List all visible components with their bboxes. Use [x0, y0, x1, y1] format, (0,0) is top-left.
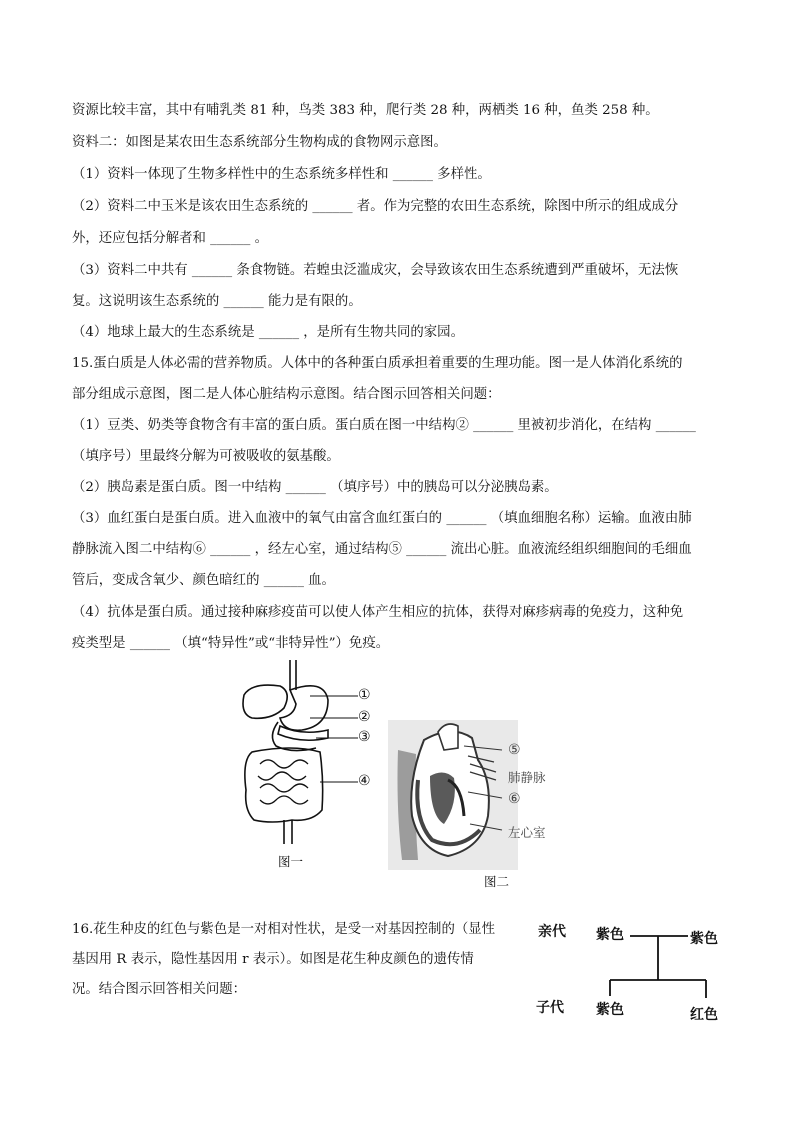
text-line: （4）地球上最大的生态系统是 ______ ，是所有生物共同的家园。	[72, 325, 464, 340]
heart-structure-figure	[388, 720, 518, 870]
text-line: 部分组成示意图，图二是人体心脏结构示意图。结合图示回答相关问题：	[72, 387, 501, 402]
figure1-label-4: ④	[358, 773, 371, 789]
text-line: 资源比较丰富，其中有哺乳类 81 种，鸟类 383 种，爬行类 28 种，两栖类 16 种，鱼类 258 种。	[72, 103, 659, 118]
figure2-label-left-ventricle: 左心室	[508, 825, 546, 840]
text-line: 疫类型是 ______ （填“特异性”或“非特异性”）免疫。	[72, 636, 390, 651]
question-15-stem: 15.蛋白质是人体必需的营养物质。人体中的各种蛋白质承担着重要的生理功能。图一是人体消化系统的	[72, 356, 683, 371]
text-line: 管后，变成含氧少、颜色暗红的 ______ 血。	[72, 573, 335, 588]
figure1-caption: 图一	[278, 854, 304, 869]
text-line: （1）资料一体现了生物多样性中的生态系统多样性和 ______ 多样性。	[72, 167, 491, 182]
figure2-label-pulmonary-vein: 肺静脉	[508, 770, 546, 785]
text-line: （2）资料二中玉米是该农田生态系统的 ______ 者。作为完整的农田生态系统，除图中所示的组成成分	[72, 199, 679, 214]
pedigree-parent-1: 紫色	[596, 927, 624, 943]
text-line: 外，还应包括分解者和 ______ 。	[72, 231, 268, 246]
text-line: 资料二：如图是某农田生态系统部分生物构成的食物网示意图。	[72, 135, 447, 150]
pedigree-child-label: 子代	[536, 1000, 564, 1016]
pedigree-parent-2: 紫色	[690, 931, 718, 947]
text-line: （3）资料二中共有 ______ 条食物链。若蝗虫泛滥成灾，会导致该农田生态系统遭到严重破坏，无法恢	[72, 263, 679, 278]
figure1-label-3: ③	[358, 729, 371, 745]
pedigree-child-2: 红色	[690, 1007, 718, 1023]
pedigree-child-1: 紫色	[596, 1002, 624, 1018]
text-line: （1）豆类、奶类等食物含有丰富的蛋白质。蛋白质在图一中结构② ______ 里被初步消化，在结构 ______	[72, 418, 696, 433]
text-line: 基因用 R 表示，隐性基因用 r 表示）。如图是花生种皮颜色的遗传情	[72, 952, 474, 967]
text-line: 复。这说明该生态系统的 ______ 能力是有限的。	[72, 294, 362, 309]
figure2-label-5: ⑤	[508, 742, 521, 758]
figure2-caption: 图二	[484, 874, 510, 889]
question-16-stem: 16.花生种皮的红色与紫色是一对相对性状，是受一对基因控制的（显性	[72, 922, 496, 937]
text-line: 况。结合图示回答相关问题：	[72, 982, 247, 997]
text-line: （3）血红蛋白是蛋白质。进入血液中的氧气由富含血红蛋白的 ______ （填血细胞名称）运输。血液由肺	[72, 511, 692, 526]
text-line: （填序号）里最终分解为可被吸收的氨基酸。	[72, 449, 340, 464]
figure1-label-2: ②	[358, 709, 371, 725]
text-line: （4）抗体是蛋白质。通过接种麻疹疫苗可以使人体产生相应的抗体，获得对麻疹病毒的免疫力，这种免	[72, 605, 684, 620]
text-line: （2）胰岛素是蛋白质。图一中结构 ______ （填序号）中的胰岛可以分泌胰岛素。	[72, 480, 558, 495]
pedigree-parent-label: 亲代	[538, 924, 566, 940]
figure2-label-6: ⑥	[508, 791, 521, 807]
figure1-label-1: ①	[358, 687, 371, 703]
text-line: 静脉流入图二中结构⑥ ______ ，经左心室，通过结构⑤ ______ 流出心脏。血液流经组织细胞间的毛细血	[72, 542, 692, 557]
